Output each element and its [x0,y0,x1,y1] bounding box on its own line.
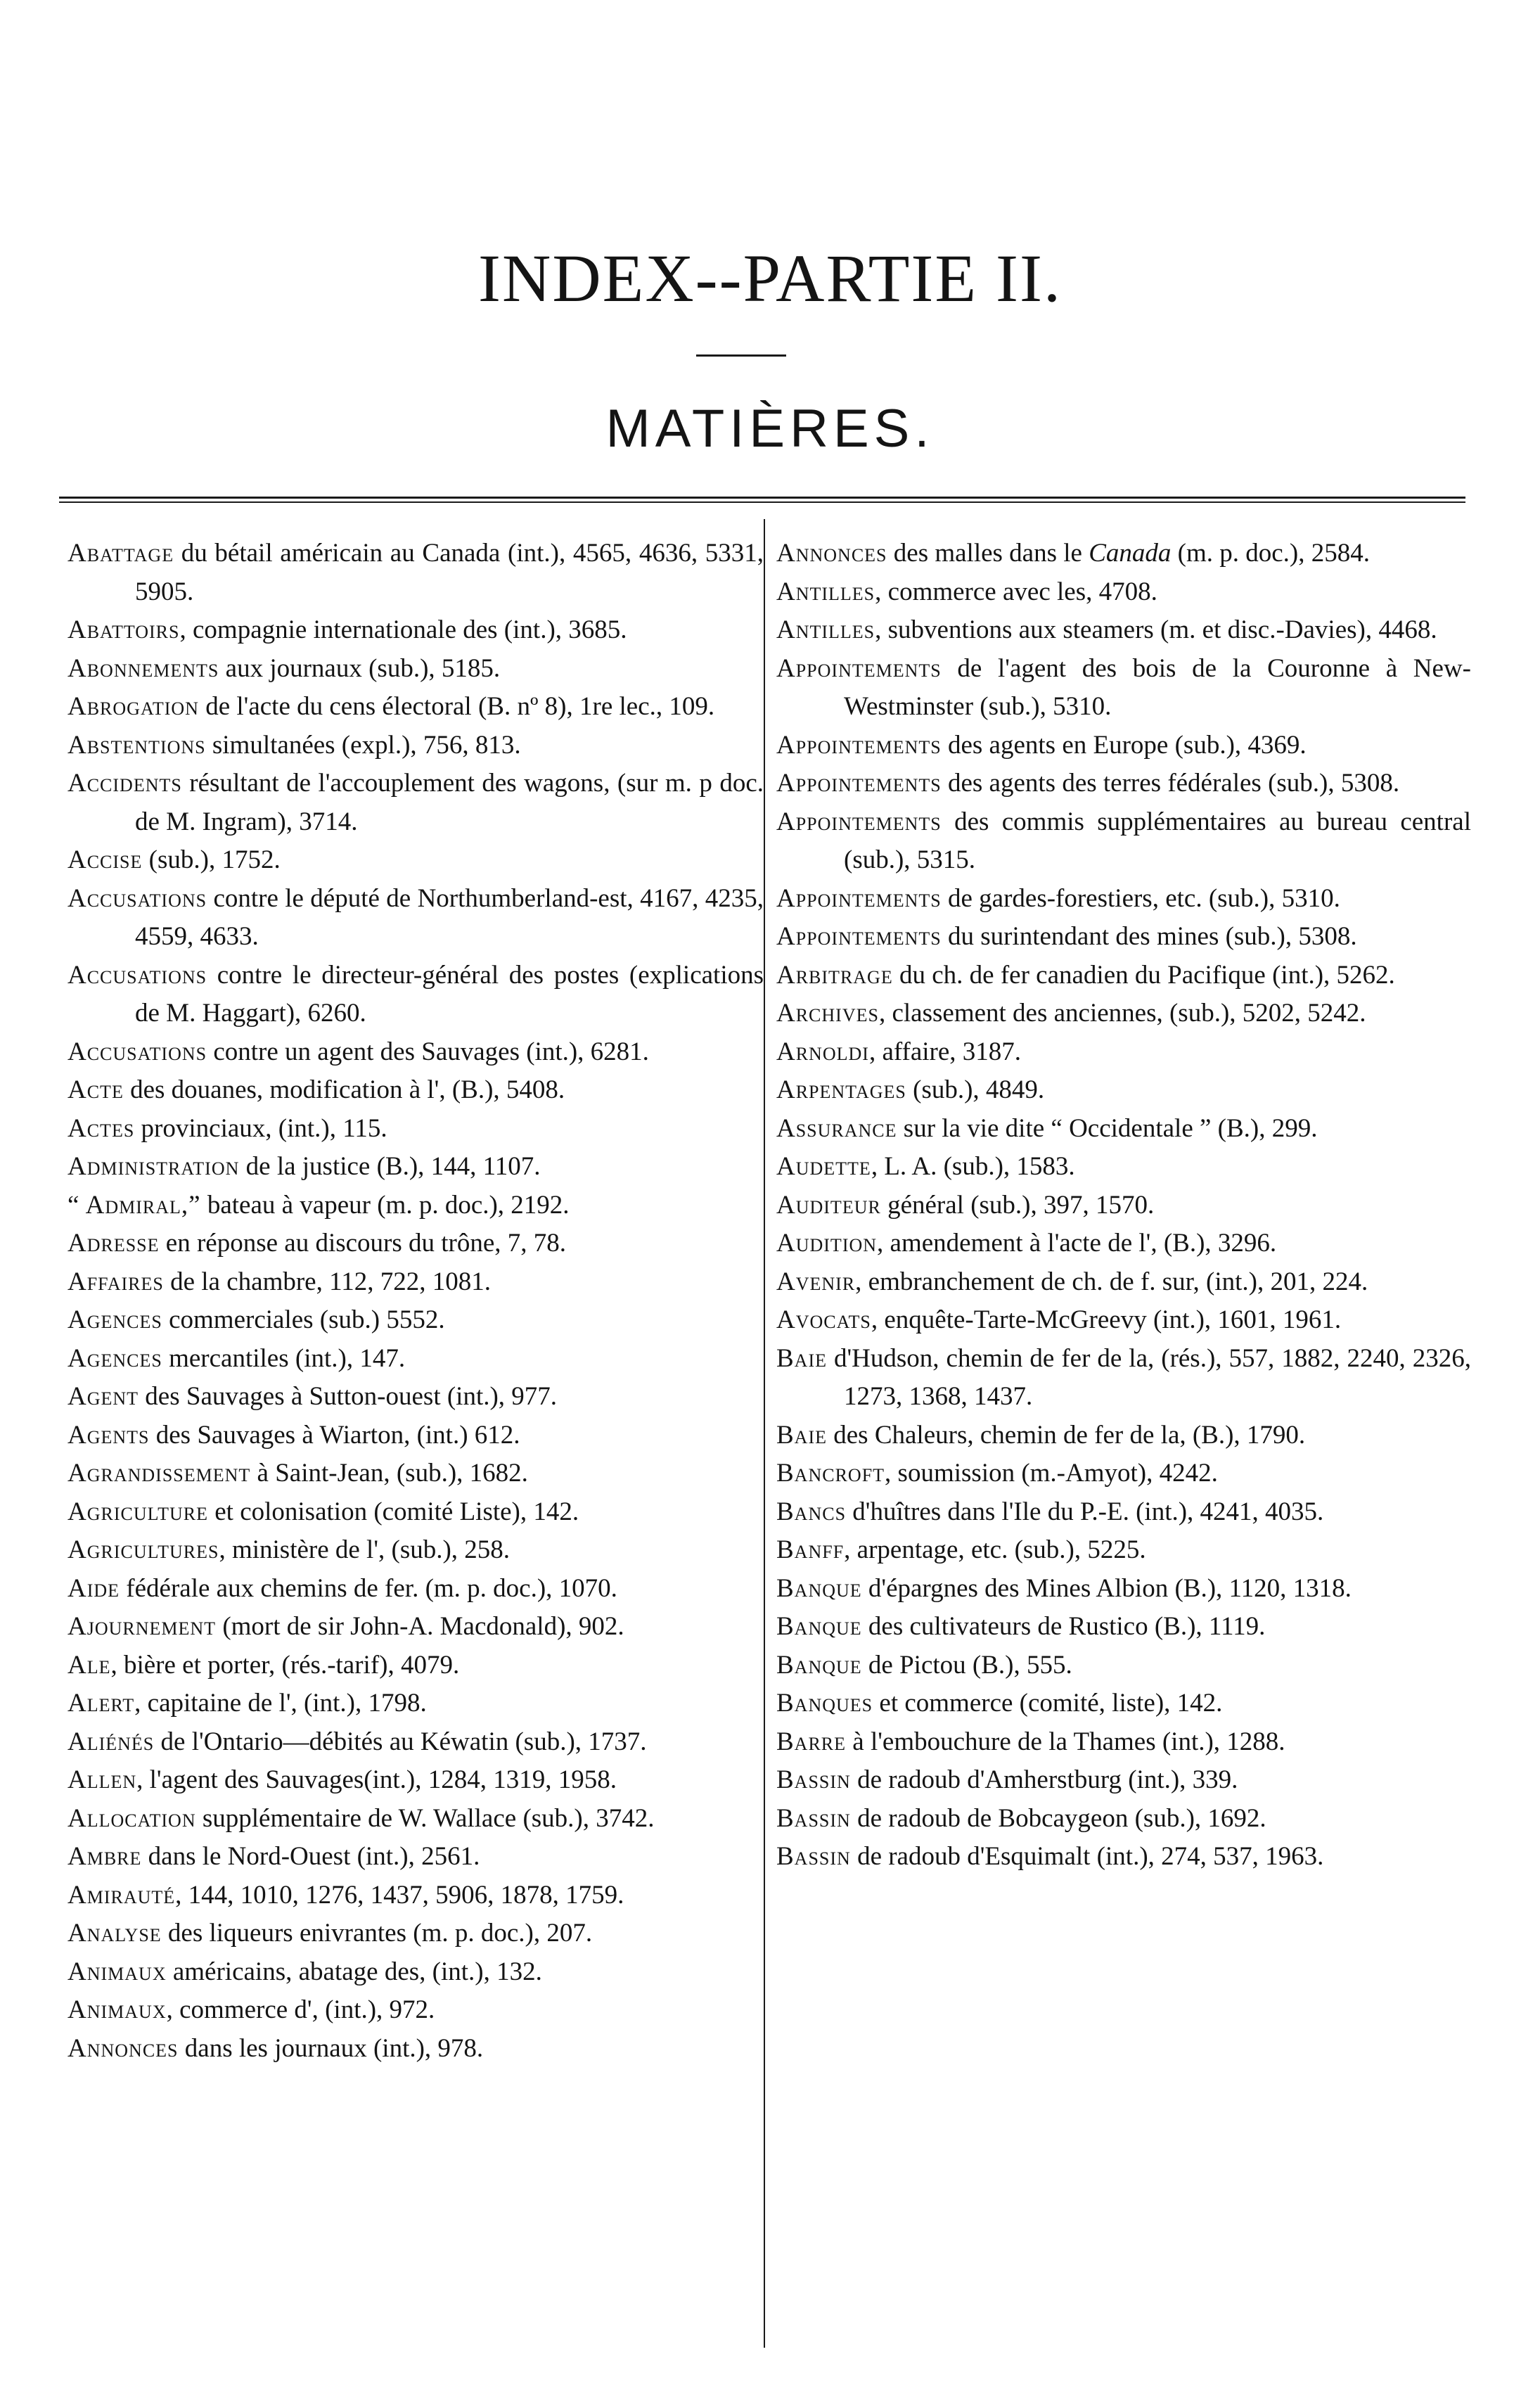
index-text: et colonisation (comité Liste), 142. [208,1497,579,1526]
index-entry [68,1493,764,1532]
index-entry [776,1800,1471,1839]
index-text: de radoub d'Amherstburg (int.), 339. [850,1765,1238,1794]
index-keyword: Appointements [776,653,942,683]
index-entry [68,535,764,611]
index-keyword: Animaux [68,1957,167,1986]
index-entry [68,841,764,880]
index-keyword: Accusations [68,1037,207,1066]
index-keyword: Avenir [776,1267,856,1296]
index-keyword: Annonces [776,539,887,568]
index-text: du surintendant des mines (sub.), 5308. [941,922,1357,951]
index-entry [68,1914,764,1953]
index-entry [776,1263,1471,1302]
index-keyword: Bassin [776,1765,851,1794]
index-entry [68,1570,764,1609]
index-keyword: Banque [776,1573,862,1603]
index-keyword: Accidents [68,769,182,798]
index-keyword: Bancroft [776,1459,885,1488]
index-keyword: Accusations [68,883,207,913]
index-entry [68,957,764,1033]
index-text: , ministère de l', (sub.), 258. [219,1535,511,1564]
index-keyword: Aliénés [68,1727,155,1756]
index-keyword: Accusations [68,960,207,990]
index-text: (m. p. doc.), 2584. [1171,539,1370,568]
index-keyword: Abrogation [68,692,199,721]
index-keyword: Appointements [776,730,942,760]
index-keyword: Abattage [68,539,174,568]
index-keyword: Auditeur [776,1190,881,1220]
index-entry [68,688,764,727]
index-entry [68,1684,764,1723]
index-text: , l'agent des Sauvages(int.), 1284, 1319, 1958. [136,1765,617,1794]
index-entry [776,1608,1471,1647]
index-entry [776,1301,1471,1340]
index-text: fédérale aux chemins de fer. (m. p. doc.), 1070. [120,1573,617,1603]
index-text: de la justice (B.), 144, 1107. [239,1152,541,1181]
index-keyword: Agent [68,1382,139,1411]
index-text: , capitaine de l', (int.), 1798. [134,1689,427,1718]
index-text: d'épargnes des Mines Albion (B.), 1120, 1318. [861,1573,1352,1603]
index-entry [776,995,1471,1033]
index-text: , compagnie internationale des (int.), 3685. [179,615,627,644]
index-keyword: Ale [68,1650,111,1680]
left-column [68,535,764,2068]
index-entry [776,1417,1471,1455]
page-title: INDEX--PARTIE II. [478,241,1062,316]
index-keyword: Affaires [68,1267,164,1296]
index-entry [776,611,1471,650]
index-text: bateau à vapeur (m. p. doc.), 2192. [200,1190,570,1220]
index-text: contre le député de Northumberland-est, 4167, 4235, 4559, 4633. [135,883,764,951]
index-text: , L. A. (sub.), 1583. [871,1152,1075,1181]
index-text: des Chaleurs, chemin de fer de la, (B.), 1790. [827,1420,1306,1450]
index-entry [776,1454,1471,1493]
index-keyword: Arpentages [776,1075,906,1104]
index-entry [68,1378,764,1417]
index-keyword: Abonnements [68,653,219,683]
index-entry [68,1723,764,1762]
index-text: et commerce (comité, liste), 142. [873,1689,1223,1718]
index-keyword: Banque [776,1650,862,1680]
index-entry [776,1723,1471,1762]
index-entry [68,650,764,689]
index-keyword: Agrandissement [68,1459,251,1488]
index-text: , bière et porter, (rés.-tarif), 4079. [110,1650,460,1680]
index-keyword: Banque [776,1612,862,1641]
index-text: , affaire, 3187. [868,1037,1022,1066]
index-entry [776,727,1471,765]
index-entry [776,1187,1471,1225]
index-text: de l'acte du cens électoral (B. nº 8), 1re lec., 109. [198,692,715,721]
index-text: contre le directeur-général des postes (explications de M. Haggart), 6260. [135,960,764,1028]
index-text: simultanées (expl.), 756, 813. [205,730,521,760]
index-text: mercantiles (int.), 147. [162,1343,406,1373]
index-text: (sub.), 4849. [906,1075,1045,1104]
index-text: contre un agent des Sauvages (int.), 6281. [207,1037,649,1066]
index-text: de l'agent des bois de la Couronne à New-Westminster (sub.), 5310. [844,653,1471,721]
index-text: résultant de l'accouplement des wagons, (sur m. p doc. de M. Ingram), 3714. [135,769,764,836]
index-entry [68,1340,764,1379]
index-entry [776,1493,1471,1532]
index-keyword: Accise [68,845,143,874]
index-keyword: Bancs [776,1497,847,1526]
index-entry [68,1225,764,1263]
index-entry [776,1148,1471,1187]
index-entry [776,1838,1471,1876]
index-entry [68,2030,764,2069]
index-entry [68,727,764,765]
index-entry [68,880,764,957]
index-keyword: Appointements [776,807,942,836]
index-text: des liqueurs enivrantes (m. p. doc.), 207. [161,1919,593,1948]
index-text: dans le Nord-Ouest (int.), 2561. [141,1842,480,1871]
index-keyword: Baie [776,1343,827,1373]
index-text: des Sauvages à Wiarton, (int.) 612. [149,1420,520,1450]
index-entry [776,573,1471,612]
index-text: de radoub d'Esquimalt (int.), 274, 537, 1963. [850,1842,1324,1871]
index-text: , amendement à l'acte de l', (B.), 3296. [877,1229,1277,1258]
index-entry [776,1071,1471,1110]
index-keyword: Agences [68,1305,162,1334]
index-text: , embranchement de ch. de f. sur, (int.), 201, 224. [855,1267,1368,1296]
index-entry [68,1876,764,1915]
index-keyword: Banff [776,1535,845,1564]
index-text: des agents des terres fédérales (sub.), 5308. [941,769,1400,798]
index-keyword: Avocats [776,1305,871,1334]
index-text: des douanes, modification à l', (B.), 5408. [123,1075,565,1104]
index-keyword: Arbitrage [776,960,893,990]
index-entry [68,1838,764,1876]
index-text: des cultivateurs de Rustico (B.), 1119. [861,1612,1266,1641]
index-keyword: Baie [776,1420,827,1450]
index-entry [776,803,1471,880]
index-keyword: Appointements [776,922,942,951]
index-keyword: Appointements [776,769,942,798]
index-text: commerciales (sub.) 5552. [162,1305,445,1334]
index-entry [68,1033,764,1072]
index-text: supplémentaire de W. Wallace (sub.), 3742. [195,1803,655,1833]
index-keyword: Abstentions [68,730,206,760]
index-text: de radoub de Bobcaygeon (sub.), 1692. [850,1803,1266,1833]
index-text: général (sub.), 397, 1570. [880,1190,1155,1220]
index-keyword: Banques [776,1689,873,1718]
index-text: provinciaux, (int.), 115. [134,1113,387,1143]
index-text: en réponse au discours du trône, 7, 78. [159,1229,567,1258]
index-entry [68,1417,764,1455]
index-entry [776,1033,1471,1072]
index-entry [776,918,1471,957]
index-text: de la chambre, 112, 722, 1081. [163,1267,491,1296]
index-entry [68,611,764,650]
index-text: du bétail américain au Canada (int.), 4565, 4636, 5331, 5905. [135,539,764,606]
index-entry [68,1991,764,2030]
index-entry [776,880,1471,919]
index-text: , commerce d', (int.), 972. [166,1995,435,2024]
index-keyword: Administration [68,1152,240,1181]
index-keyword: Assurance [776,1113,897,1143]
index-entry [776,765,1471,803]
index-entry [776,1110,1471,1149]
index-keyword: Agents [68,1420,150,1450]
index-text: d'huîtres dans l'Ile du P.-E. (int.), 4241, 4035. [846,1497,1324,1526]
index-keyword: Antilles [776,615,875,644]
index-entry [68,1110,764,1149]
index-keyword: Agences [68,1343,162,1373]
index-entry [776,1684,1471,1723]
index-keyword: Archives [776,999,879,1028]
index-keyword: Agricultures [68,1535,219,1564]
index-keyword: Annonces [68,2033,179,2063]
index-entry [776,1531,1471,1570]
index-keyword: Agriculture [68,1497,208,1526]
index-keyword: Appointements [776,883,942,913]
index-entry [776,1225,1471,1263]
index-entry [68,1187,764,1225]
index-entry [776,650,1471,727]
index-text: aux journaux (sub.), 5185. [219,653,501,683]
index-entry [68,1531,764,1570]
index-text: de l'Ontario—débités au Kéwatin (sub.), 1737. [154,1727,647,1756]
index-keyword: Animaux [68,1995,167,2024]
index-text: du ch. de fer canadien du Pacifique (int.), 5262. [892,960,1395,990]
index-entry [68,1800,764,1839]
index-entry [776,535,1471,573]
index-keyword: Acte [68,1075,124,1104]
index-entry [68,1454,764,1493]
index-keyword: Audette [776,1152,871,1181]
index-text: sur la vie dite “ Occidentale ” (B.), 299. [897,1113,1318,1143]
index-entry [68,1263,764,1302]
index-text: des commis supplémentaires au bureau central (sub.), 5315. [844,807,1471,874]
index-text: , arpentage, etc. (sub.), 5225. [844,1535,1146,1564]
index-text: des agents en Europe (sub.), 4369. [941,730,1307,760]
index-entry [68,1761,764,1800]
index-entry [68,1301,764,1340]
index-entry [68,1148,764,1187]
index-text: à Saint-Jean, (sub.), 1682. [250,1459,528,1488]
index-text: (mort de sir John-A. Macdonald), 902. [216,1612,624,1641]
index-text: de gardes-forestiers, etc. (sub.), 5310. [941,883,1340,913]
index-text: , subventions aux steamers (m. et disc.-Davies), 4468. [875,615,1437,644]
index-text: (sub.), 1752. [142,845,281,874]
index-text: dans les journaux (int.), 978. [178,2033,484,2063]
index-keyword: Ambre [68,1842,142,1871]
index-entry [68,765,764,841]
index-keyword: Alert [68,1689,135,1718]
page-subtitle: MATIÈRES. [605,399,935,459]
index-text: de Pictou (B.), 555. [861,1650,1072,1680]
index-entry [68,1071,764,1110]
index-text: à l'embouchure de la Thames (int.), 1288. [846,1727,1285,1756]
index-text: des Sauvages à Sutton-ouest (int.), 977. [139,1382,558,1411]
index-text: , soumission (m.-Amyot), 4242. [885,1459,1218,1488]
index-entry [776,1761,1471,1800]
index-entry [776,1340,1471,1417]
index-text: , classement des anciennes, (sub.), 5202, 5242. [878,999,1366,1028]
index-keyword: Actes [68,1113,135,1143]
right-column [776,535,1471,1876]
index-keyword: Amirauté [68,1880,176,1910]
index-text: , 144, 1010, 1276, 1437, 5906, 1878, 1759. [175,1880,624,1910]
index-keyword: Audition [776,1229,878,1258]
index-keyword: Barre [776,1727,847,1756]
column-divider [764,519,765,2348]
index-keyword: Ajournement [68,1612,217,1641]
index-entry [776,1647,1471,1685]
index-entry [68,1608,764,1647]
index-entry [68,1953,764,1992]
index-keyword: Analyse [68,1919,162,1948]
index-keyword: Bassin [776,1803,851,1833]
index-text: des malles dans le [887,539,1089,568]
index-keyword: Allocation [68,1803,196,1833]
index-text: américains, abatage des, (int.), 132. [166,1957,542,1986]
index-keyword: Allen [68,1765,137,1794]
index-entry [776,957,1471,995]
title-rule [696,354,786,357]
index-text: , commerce avec les, 4708. [875,577,1157,606]
index-italic-text: Canada [1089,539,1172,568]
index-text: , enquête-Tarte-McGreevy (int.), 1601, 1961. [871,1305,1342,1334]
header-double-rule [59,497,1465,503]
index-entry [776,1570,1471,1609]
index-entry [68,1647,764,1685]
index-keyword: Arnoldi [776,1037,869,1066]
index-keyword: “ Admiral,” [68,1190,201,1220]
index-keyword: Bassin [776,1842,851,1871]
index-keyword: Abattoirs [68,615,180,644]
index-keyword: Antilles [776,577,875,606]
index-keyword: Adresse [68,1229,160,1258]
index-text: d'Hudson, chemin de fer de la, (rés.), 557, 1882, 2240, 2326, 1273, 1368, 1437. [827,1343,1471,1411]
index-keyword: Aide [68,1573,120,1603]
